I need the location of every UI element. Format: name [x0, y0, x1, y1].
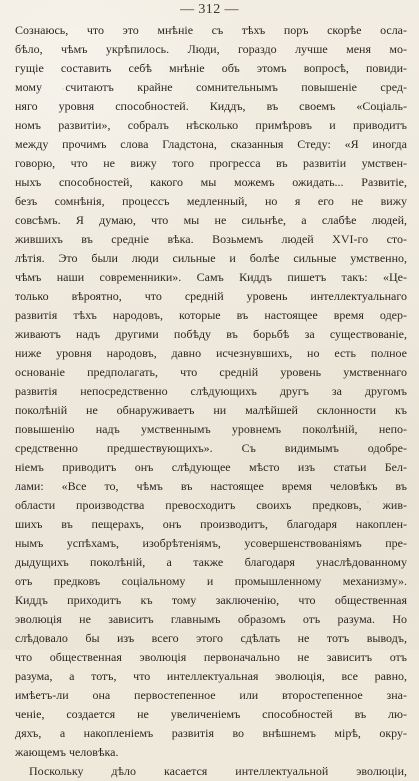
text-line-9: ныхъ способностей, какого мы можемъ ожидать... Развитіе,	[15, 175, 407, 189]
text-line-30: отъ предковъ соціальному и промышленному механизму».	[15, 574, 407, 588]
text-line-20: развитія непосредственно слѣдующихъ другъ за другомъ	[15, 384, 407, 398]
text-line-14: чѣмъ наши современники». Самъ Киддъ пишетъ такъ: «Це-	[15, 270, 407, 284]
text-line-35: разума, а тотъ, что интеллектуальная эволюція, все равно,	[15, 669, 407, 683]
text-line-27: шихъ въ пещерахъ, онъ производитъ, благодаря накоплен-	[15, 517, 407, 531]
text-line-2: бѣло, чѣмъ укрѣпилось. Люди, гораздо лучше меня мо-	[15, 42, 407, 56]
text-line-13: лѣтія. Это были люди сильные и болѣе сильные умственно,	[15, 251, 407, 265]
text-line-8: говорю, что не вижу того прогресса въ развитіи умствен-	[15, 156, 407, 170]
text-line-1: Сознаюсь, что это мнѣніе съ тѣхъ поръ скорѣе осла-	[15, 23, 407, 37]
text-line-38: дяхъ, а накопленіемъ развитія во внѣшнемъ мірѣ, окру-	[15, 726, 407, 740]
text-line-3: гущіе составить себѣ мнѣніе объ этомъ вопросѣ, повиди-	[15, 61, 407, 75]
text-line-10: безъ сомнѣнія, процессъ медленный, но я его не вижу	[15, 194, 407, 208]
text-line-4: мому считаютъ крайне сомнительнымъ повышеніе сред-	[15, 80, 407, 94]
page-body-text	[15, 21, 407, 781]
text-line-11: совсѣмъ. Я думаю, что мы не сильнѣе, а слабѣе людей,	[15, 213, 407, 227]
text-line-5: няго уровня способностей. Киддъ, въ своемъ «Соціаль-	[15, 99, 407, 113]
text-line-23: средственно предшествующихъ». Съ видимымъ одобре-	[15, 441, 407, 455]
text-line-36: имѣетъ-ли она первостепенное или второстепенное зна-	[15, 688, 407, 702]
text-line-7: между прочимъ слова Гладстона, сказанныя Стеду: «Я иногда	[15, 137, 407, 151]
text-line-28: нымъ успѣхамъ, изобрѣтеніямъ, усовершенствованіямъ пре-	[15, 536, 407, 550]
text-line-32: эволюція не зависитъ главнымъ образомъ отъ разума. Но	[15, 612, 407, 626]
text-line-39: жающемъ человѣка.	[15, 745, 119, 759]
text-line-12: жившихъ въ средніе вѣка. Возьмемъ людей XVI-го сто-	[15, 232, 407, 246]
text-line-19: основаніе предполагать, что средній уровень умственнаго	[15, 365, 407, 379]
page-number: — 312 —	[180, 2, 239, 17]
text-line-17: живаютъ надъ другими побѣду въ борьбѣ за существованіе,	[15, 327, 407, 341]
text-line-15: только вѣроятно, что средній уровень интеллектуальнаго	[15, 289, 407, 303]
text-line-16: развитія тѣхъ народовъ, которые въ настоящее время одер-	[15, 308, 407, 322]
text-line-29: дыдущихъ поколѣній, а также благодаря унаслѣдованному	[15, 555, 407, 569]
text-line-37: ченіе, создается не увеличеніемъ способностей въ лю-	[15, 707, 407, 721]
text-line-40: Поскольку дѣло касается интеллектуальной эволюціи,	[29, 764, 407, 778]
text-line-26: области производства превосходитъ своихъ предковъ, жив-	[15, 498, 407, 512]
text-line-31: Киддъ приходитъ къ тому заключенію, что общественная	[15, 593, 407, 607]
text-line-34: что общественная эволюція первоначально не зависитъ отъ	[15, 650, 407, 664]
text-line-21: поколѣній не обнаруживаетъ ни малѣйшей склонности къ	[15, 403, 407, 417]
text-line-6: номъ развитіи», собралъ нѣсколько примѣровъ и приводитъ	[15, 118, 407, 132]
text-line-18: ниже уровня народовъ, давно исчезнувшихъ, но есть полное	[15, 346, 407, 360]
text-line-24: ніемъ приводитъ онъ слѣдующее мѣсто изъ статьи Бел-	[15, 460, 407, 474]
text-line-25: лами: «Все то, чѣмъ въ настоящее время человѣкъ въ	[15, 479, 407, 493]
text-line-22: повышенію надъ умственнымъ уровнемъ поколѣній, непо-	[15, 422, 407, 436]
text-line-33: слѣдовало бы изъ всего этого сдѣлать не тотъ выводъ,	[15, 631, 407, 645]
